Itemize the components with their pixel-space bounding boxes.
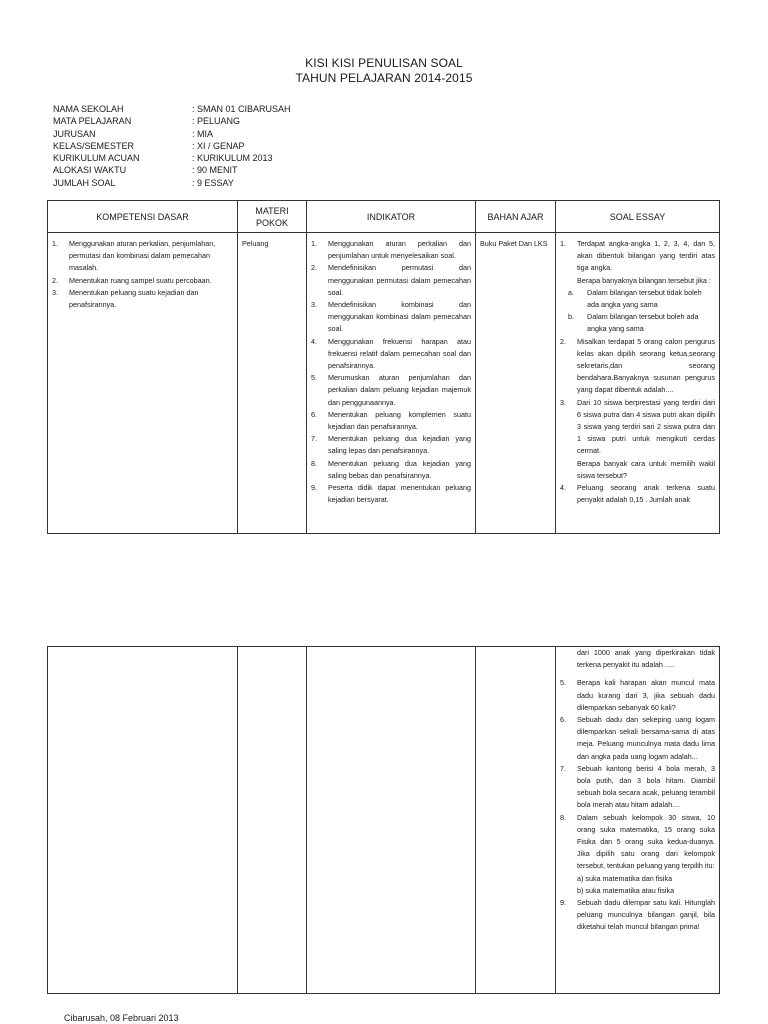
meta-label: ALOKASI WAKTU — [53, 165, 127, 176]
item-text: Dalam sebuah kelompok 30 siswa, 10 orang suka matematika, 15 orang suka Fisika dan 5 orang suka kedua-duanya. Jika dipilih satu orang dari kelompok tersebut, tentukan peluang yang terpilih itu: — [577, 812, 715, 871]
item-number: 6. — [560, 715, 566, 725]
item-text: Menentukan peluang suatu kejadian dan penafsirannya. — [69, 287, 199, 310]
item-number: 7. — [560, 763, 566, 773]
list-item — [311, 372, 471, 409]
bahan-ajar-cell: Buku Paket Dan LKS — [476, 233, 556, 534]
item-number: 7. — [311, 434, 317, 444]
item-text: Menentukan peluang komplemen suatu kejadian dan penafsirannya. — [328, 409, 471, 432]
item-text: Dalam bilangan tersebut tidak boleh ada angka yang sama — [587, 287, 702, 310]
item-text: Berapa kali harapan akan muncul mata dadu kurang dari 3, jika sebuah dadu dilemparkan sebanyak 60 kali? — [577, 678, 715, 712]
question-item — [560, 897, 715, 934]
item-number: 6. — [311, 409, 317, 419]
meta-row — [53, 128, 291, 140]
item-text: b) suka matematika atau fisika — [577, 885, 675, 895]
item-text: Merumuskan aturan penjumlahan dan perkalian dalam peluang kejadian majemuk dan penggunaannya. — [328, 373, 471, 407]
meta-row — [53, 103, 291, 115]
list-item — [311, 482, 471, 506]
list-item — [52, 238, 233, 275]
item-text: Sebuah dadu dilempar satu kali. Hitunglah peluang munculnya bilangan ganjil, bila diketahui telah muncul bilangan prima! — [577, 898, 715, 932]
header-materi-pokok — [238, 201, 307, 233]
item-text: Menggunakan aturan perkalian dan penjumlahan untuk menyelesaikan soal. — [328, 239, 471, 261]
item-text: Menentukan ruang sampel suatu percobaan. — [69, 275, 212, 285]
question-item — [560, 812, 715, 897]
question-item — [560, 714, 715, 763]
kd-cell — [48, 233, 238, 534]
question-item — [560, 238, 715, 287]
table-header-row — [48, 201, 720, 233]
question-item — [560, 677, 715, 714]
signature-date: Cibarusah, 08 Februari 2013 — [64, 1013, 179, 1023]
item-text: Mendefinisikan kombinasi dan menggunakan kombinasi dalam pemecahan soal. — [328, 300, 471, 334]
list-item — [311, 299, 471, 336]
meta-value: : SMAN 01 CIBARUSAH — [192, 104, 291, 114]
item-number: 4. — [311, 336, 317, 346]
item-text: a) suka matematika dan fisika — [577, 873, 673, 883]
title-line-2: TAHUN PELAJARAN 2014-2015 — [295, 71, 473, 85]
item-number: 2. — [311, 263, 317, 273]
item-number: 5. — [311, 373, 317, 383]
header-kompetensi-dasar: KOMPETENSI DASAR — [48, 201, 238, 233]
table-row — [48, 647, 720, 994]
header-indikator: INDIKATOR — [307, 201, 476, 233]
title-line-1: KISI KISI PENULISAN SOAL — [305, 56, 463, 70]
meta-value: : 9 ESSAY — [192, 177, 234, 188]
meta-value: : KURIKULUM 2013 — [192, 153, 273, 164]
indikator-cell-continued — [307, 647, 476, 994]
item-number: 1. — [560, 239, 566, 248]
item-text: Terdapat angka-angka 1, 2, 3, 4, dan 5, akan dibentuk bilangan yang terdiri atas tiga angka. — [577, 239, 715, 273]
meta-label: JUMLAH SOAL — [53, 177, 116, 188]
header-materi-line2: POKOK — [255, 217, 288, 228]
item-number: 9. — [560, 898, 566, 908]
item-text: Menentukan peluang dua kejadian yang saling lepas dan penafsirannya. — [328, 434, 471, 456]
item-number: 4. — [560, 483, 566, 493]
item-number: 5. — [560, 678, 566, 688]
list-item — [311, 262, 471, 299]
item-text: Menggunakan aturan perkalian, penjumlahan, permutasi dan kombinasi dalam pemecahan masalah. — [69, 239, 216, 273]
indikator-cell — [307, 233, 476, 534]
meta-row — [53, 177, 291, 189]
meta-label: KELAS/SEMESTER — [53, 140, 135, 151]
soal-cell-continued — [556, 647, 720, 994]
meta-value: : PELUANG — [192, 116, 241, 127]
list-item — [311, 336, 471, 373]
item-text: Mendefinisikan permutasi dan menggunakan permutasi dalam pemecahan soal. — [328, 263, 471, 297]
meta-label: MATA PELAJARAN — [53, 116, 132, 127]
item-number: 3. — [560, 397, 566, 407]
meta-value: : 90 MENIT — [192, 165, 238, 176]
header-bahan-ajar: BAHAN AJAR — [476, 201, 556, 233]
question-item — [560, 482, 715, 506]
list-item — [311, 238, 471, 262]
materi-cell: Peluang — [238, 233, 307, 534]
meta-label: NAMA SEKOLAH — [53, 104, 124, 114]
item-number: 3. — [311, 300, 317, 310]
meta-row — [53, 140, 291, 152]
list-item — [311, 458, 471, 482]
item-number: 1. — [311, 239, 317, 248]
soal-clip — [560, 238, 715, 529]
sub-item — [560, 311, 715, 335]
bahan-ajar-cell-continued — [476, 647, 556, 994]
item-text: Berapa banyak cara untuk memilih wakil siswa tersebut? — [577, 458, 715, 480]
item-number: 2. — [52, 275, 58, 285]
item-number: 1. — [52, 239, 58, 248]
meta-label: JURUSAN — [53, 128, 96, 139]
item-number: 8. — [311, 458, 317, 468]
item-number: 3. — [52, 287, 58, 297]
list-item — [52, 275, 233, 287]
meta-value: : XI / GENAP — [192, 140, 245, 151]
soal-cell — [556, 233, 720, 534]
item-number: 9. — [311, 483, 317, 493]
item-text: Berapa banyaknya bilangan tersebut jika : — [577, 275, 711, 285]
kisi-table-page-2 — [47, 646, 720, 994]
sub-item — [560, 287, 715, 311]
item-text: Peserta didik dapat menentukan peluang kejadian bersyarat. — [328, 483, 471, 505]
header-soal-essay: SOAL ESSAY — [556, 201, 720, 233]
school-info — [53, 103, 291, 189]
question-item — [560, 763, 715, 812]
table-row — [48, 233, 720, 534]
item-text: Sebuah kantong berisi 4 bola merah, 3 bola putih, dan 3 bola hitam. Diambil sebuah bola secara acak, peluang terambil bola merah atau hitam adalah.... — [577, 763, 715, 810]
header-materi-line1: MATERI — [255, 205, 289, 216]
item-text: Menggunakan frekuensi harapan atau frekuensi relatif dalam pemecahan soal dan penafsirannya. — [328, 336, 471, 371]
item-text: Sebuah dadu dan sekeping uang logam dilemparkan sekali bersama-sama di atas meja. Peluang munculnya mata dadu lima dan angka pada uang logam adalah... — [577, 715, 715, 761]
item-text: Peluang seorang anak terkena suatu penyakit adalah 0,15 . Jumlah anak — [577, 483, 715, 505]
list-item — [311, 433, 471, 457]
question-item — [560, 336, 715, 397]
meta-row — [53, 164, 291, 176]
question-continuation: dari 1000 anak yang diperkirakan tidak terkena penyakit itu adalah ..... — [577, 648, 715, 670]
meta-row — [53, 115, 291, 127]
list-item — [52, 287, 233, 311]
item-number: a. — [568, 287, 574, 297]
item-text: Dalam bilangan tersebut boleh ada angka yang sama — [587, 312, 699, 334]
meta-row — [53, 152, 291, 164]
item-number: b. — [568, 312, 574, 322]
materi-cell-continued — [238, 647, 307, 994]
kisi-table-page-1 — [47, 200, 720, 534]
item-text: Dari 10 siswa berprestasi yang terdiri dari 6 siswa putra dan 4 siswa putri akan dipilih 3 siswa yang terdiri sari 2 siswa putra dan 1 siswa putri untuk mengikuti cerdas cermat. — [577, 397, 715, 456]
kd-cell-continued — [48, 647, 238, 994]
question-item — [560, 397, 715, 482]
item-text: Misalkan terdapat 5 orang calon pengurus kelas akan dipilih seorang ketua,seorang sekretaris,dan seorang bendahara.Banyaknya susunan pengurus yang dapat dibentuk adalah.... — [577, 336, 715, 395]
item-number: 8. — [560, 812, 566, 822]
meta-label: KURIKULUM ACUAN — [53, 153, 140, 164]
list-item — [311, 409, 471, 433]
item-text: Menentukan peluang dua kejadian yang saling bebas dan penafsirannya. — [328, 458, 471, 480]
item-number: 2. — [560, 336, 566, 346]
meta-value: : MIA — [192, 128, 214, 139]
